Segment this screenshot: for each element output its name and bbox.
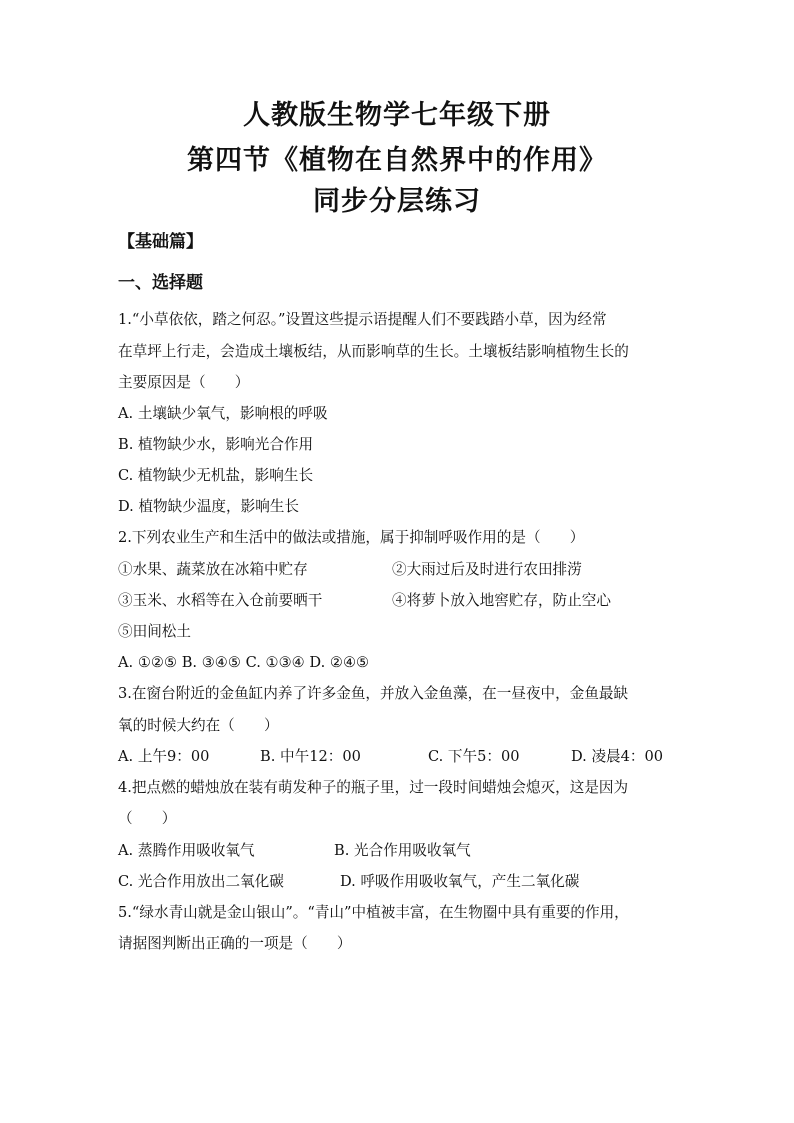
q4-option-a: A. 蒸腾作用吸收氧气 [118,842,255,859]
doc-title-line2: 第四节《植物在自然界中的作用》 [187,145,607,176]
q1-stem-line3: 主要原因是（ ） [118,374,250,391]
q2-item-2: ②大雨过后及时进行农田排涝 [392,561,582,578]
q1-option-c: C. 植物缺少无机盐，影响生长 [118,467,314,484]
q4-option-c: C. 光合作用放出二氧化碳 [118,873,284,890]
q2-item-4: ④将萝卜放入地窖贮存，防止空心 [392,592,611,609]
q3-option-c: C. 下午5：00 [428,748,520,765]
doc-title-line1: 人教版生物学七年级下册 [243,100,551,131]
q4-option-d: D. 呼吸作用吸收氧气，产生二氧化碳 [340,873,580,890]
q3-option-d: D. 凌晨4：00 [571,748,664,765]
q1-stem-line2: 在草坪上行走，会造成土壤板结，从而影响草的生长。土壤板结影响植物生长的 [118,343,629,360]
q1-option-b: B. 植物缺少水，影响光合作用 [118,436,314,453]
q2-item-5: ⑤田间松土 [118,623,191,640]
q5-stem-line1: 5.“绿水青山就是金山银山”。“青山”中植被丰富，在生物圈中具有重要的作用， [118,904,629,921]
q2-item-3: ③玉米、水稻等在入仓前要晒干 [118,592,323,609]
q1-option-d: D. 植物缺少温度，影响生长 [118,498,299,515]
q5-stem-line2: 请据图判断出正确的一项是（ ） [118,935,352,952]
q2-stem: 2.下列农业生产和生活中的做法或措施，属于抑制呼吸作用的是（ ） [118,529,585,546]
q3-option-a: A. 上午9：00 [118,748,210,765]
q4-stem-line1: 4.把点燃的蜡烛放在装有萌发种子的瓶子里，过一段时间蜡烛会熄灭，这是因为 [118,779,629,796]
section-basic-heading: 【基础篇】 [118,232,203,252]
q3-option-b: B. 中午12：00 [260,748,361,765]
q4-option-b: B. 光合作用吸收氧气 [334,842,471,859]
q3-stem-line2: 氧的时候大约在（ ） [118,717,279,734]
section-choice-heading: 一、选择题 [118,273,203,293]
q1-option-a: A. 土壤缺少氧气，影响根的呼吸 [118,405,328,422]
q2-options: A. ①②⑤ B. ③④⑤ C. ①③④ D. ②④⑤ [118,654,370,671]
q4-stem-line2: （ ） [118,810,177,827]
doc-title-line3: 同步分层练习 [313,186,481,217]
q1-stem-line1: 1.“小草依依，踏之何忍。”设置这些提示语提醒人们不要践踏小草，因为经常 [118,311,607,328]
q2-item-1: ①水果、蔬菜放在冰箱中贮存 [118,561,308,578]
q3-stem-line1: 3.在窗台附近的金鱼缸内养了许多金鱼，并放入金鱼藻，在一昼夜中，金鱼最缺 [118,685,629,702]
